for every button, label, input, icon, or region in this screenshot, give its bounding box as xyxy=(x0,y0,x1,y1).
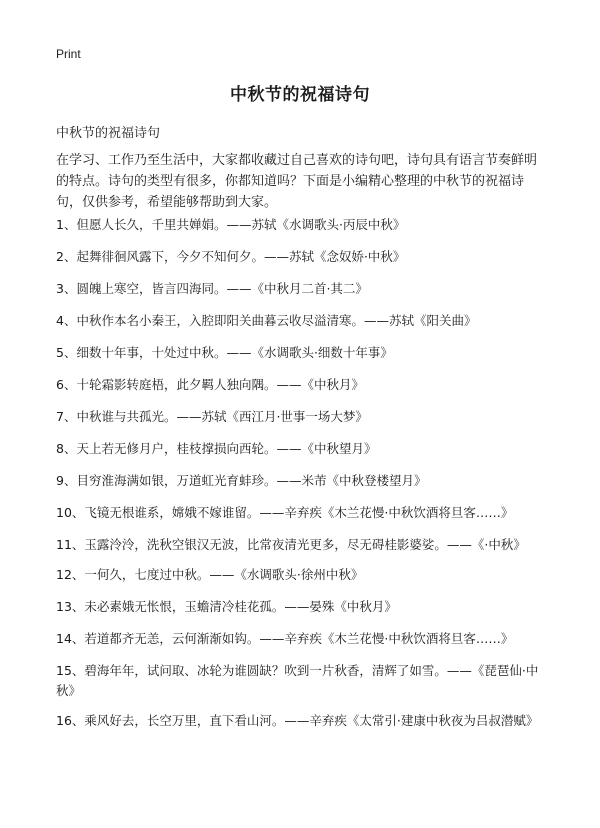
poem-list xyxy=(56,215,548,741)
list-item: 3、圆魄上寒空，皆言四海同。——《中秋月二首·其二》 xyxy=(56,281,368,296)
list-item: 6、十轮霜影转庭梧，此夕羁人独向隅。——《中秋月》 xyxy=(56,377,364,392)
list-item: 4、中秋作本名小秦王，入腔即阳关曲暮云收尽溢清寒。——苏轼《阳关曲》 xyxy=(56,313,477,328)
list-item: 16、乘风好去，长空万里，直下看山河。——辛弃疾《太常引·建康中秋夜为吕叔潜赋》 xyxy=(56,713,539,728)
list-item: 11、玉露泠泠，洗秋空银汉无波，比常夜清光更多，尽无碍桂影婆娑。——《·中秋》 xyxy=(56,537,526,552)
list-item: 5、细数十年事，十处过中秋。——《水调歌头·细数十年事》 xyxy=(56,345,393,360)
list-item: 12、一何久，七度过中秋。——《水调歌头·徐州中秋》 xyxy=(56,567,364,582)
list-item: 15、碧海年年，试问取、冰轮为谁圆缺？吹到一片秋香，清辉了如雪。——《琵琶仙·中秋》 xyxy=(56,663,539,698)
list-item: 8、天上若无修月户，桂枝撑损向西轮。——《中秋望月》 xyxy=(56,441,377,456)
list-item: 2、起舞徘徊风露下，今夕不知何夕。——苏轼《念奴娇·中秋》 xyxy=(56,249,406,264)
page-title: 中秋节的祝福诗句 xyxy=(230,85,370,105)
list-item: 14、若道都齐无恙，云何渐渐如钩。——辛弃疾《木兰花慢·中秋饮酒将旦客……》 xyxy=(56,631,514,646)
subtitle: 中秋节的祝福诗句 xyxy=(56,126,161,141)
list-item: 1、但愿人长久，千里共婵娟。——苏轼《水调歌头·丙辰中秋》 xyxy=(56,217,406,232)
intro-paragraph: 在学习、工作乃至生活中，大家都收藏过自己喜欢的诗句吧，诗句具有语言节奏鲜明的特点。诗句的类型有很多，你都知道吗？下面是小编精心整理的中秋节的祝福诗句，仅供参考，希望能够帮助到大家。 xyxy=(56,153,538,210)
list-item: 10、飞镜无根谁系，嫦娥不嫁谁留。——辛弃疾《木兰花慢·中秋饮酒将旦客……》 xyxy=(56,505,514,520)
print-label: Print xyxy=(56,47,81,61)
list-item: 9、目穷淮海满如银，万道虹光育蚌珍。——米芾《中秋登楼望月》 xyxy=(56,473,427,488)
list-item: 7、中秋谁与共孤光。——苏轼《西江月·世事一场大梦》 xyxy=(56,409,368,424)
list-item: 13、未必素娥无怅恨，玉蟾清冷桂花孤。——晏殊《中秋月》 xyxy=(56,599,397,614)
